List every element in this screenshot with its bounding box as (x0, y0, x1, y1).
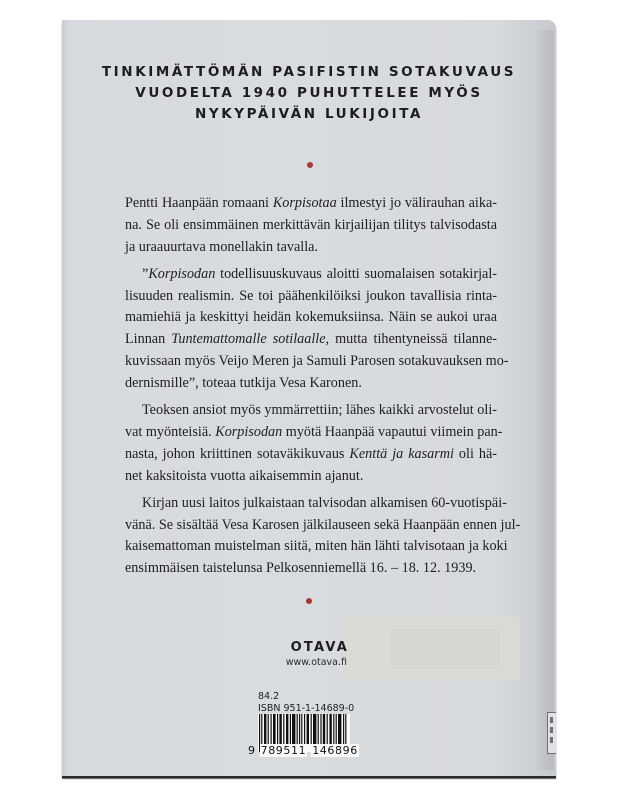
barcode-digits (248, 744, 358, 757)
headline-line-2: VUODELTA 1940 PUHUTTELEE MYÖS (135, 85, 483, 101)
text-run: vat myönteisiä. (125, 423, 216, 440)
red-dot-ornament-bottom (306, 598, 312, 604)
quote-mark: ” (142, 265, 149, 282)
text-line: ja uraauurtava monellakin tavalla. (125, 238, 319, 255)
barcode-group-2: 146896 (312, 744, 358, 757)
text-run: todellisuuskuvaus aloitti suomalaisen sotakirjal- (215, 265, 497, 282)
headline-line-3: NYKYPÄIVÄN LUKIJOITA (194, 106, 424, 122)
book-title-italic: Kenttä ja kasarmi (349, 445, 454, 462)
book-title-italic: Korpisodan (148, 265, 216, 282)
text-line: na. Se oli ensimmäinen merkittävän kirjailijan tilitys talvisodasta (125, 216, 497, 233)
text-run: Linnan (125, 331, 172, 348)
red-dot-ornament-top (307, 162, 313, 168)
barcode (248, 714, 368, 762)
text-line: net kaksitoista vuotta aikaisemmin ajanut. (125, 467, 364, 484)
book-title-italic: Korpisodan (215, 423, 283, 440)
text-run: Pentti Haanpään romaani (125, 195, 273, 211)
book-title-italic: Korpisotaa (272, 195, 337, 211)
headline-line-1: TINKIMÄTTÖMÄN PASIFISTIN SOTAKUVAUS (101, 64, 517, 80)
label-mark (550, 717, 553, 723)
cover-flap-edge (534, 30, 554, 770)
text-line: vänä. Se sisältää Vesa Karosen jälkilauseen sekä Haanpään ennen jul- (125, 516, 521, 533)
book-title-italic: Tuntemattomalle sotilaalle (171, 331, 326, 348)
publisher-logo-text: OTAVA (290, 640, 349, 655)
isbn-number: ISBN 951-1-14689-0 (258, 703, 355, 714)
blurb-paragraph-2 (125, 264, 509, 395)
label-mark (550, 727, 553, 733)
text-line: kuvissaan myös Veijo Meren ja Samuli Parosen sotakuvauksen mo- (125, 353, 509, 370)
blurb-text (125, 193, 521, 586)
text-line: Kirjan uusi laitos julkaistaan talvisodan alkamisen 60-vuotispäi- (142, 494, 507, 511)
text-run: oli hä- (453, 445, 497, 462)
blurb-paragraph-3 (125, 400, 503, 487)
blurb-paragraph-4 (125, 493, 521, 580)
text-line: lisuuden realismin. Se toi päähenkilöiksi joukon tavallisia rinta- (125, 287, 497, 304)
blurb-paragraph-1 (125, 193, 497, 258)
text-run: myötä Haanpää vapautui viimein pan- (282, 423, 503, 440)
text-line: ensimmäisen taistelunsa Pelkosenniemellä 16. – 18. 12. 1939. (125, 560, 477, 577)
classification-number: 84.2 (258, 691, 280, 702)
barcode-lead-digit: 9 (248, 744, 256, 757)
publisher-url: www.otava.fi (285, 657, 347, 668)
barcode-group-1: 789511 (260, 744, 307, 757)
label-mark (550, 737, 553, 743)
library-spine-label (547, 712, 556, 754)
text-run: nasta, johon kriittinen sotaväkikuvaus (125, 445, 350, 462)
text-line: Teoksen ansiot myös ymmärrettiin; lähes kaikki arvostelut oli- (142, 402, 497, 419)
text-run: , mutta tihentyneissä tilanne- (325, 331, 498, 348)
publisher-block (227, 640, 347, 669)
text-run: ilmestyi jo välirauhan aika- (336, 195, 497, 211)
text-line: mamiehiä ja keskittyi heidän kokemuksiinsa. Näin se aukoi uraa (125, 309, 497, 326)
isbn-block (258, 691, 354, 715)
cover-headline (62, 62, 556, 125)
sticker-residue (345, 617, 520, 680)
book-back-cover (62, 20, 556, 776)
text-line: dernismille”, toteaa tutkija Vesa Karonen. (125, 374, 362, 391)
text-line: kaisemattoman muistelman siitä, miten hän lähti talvisotaan ja koki (125, 538, 508, 555)
